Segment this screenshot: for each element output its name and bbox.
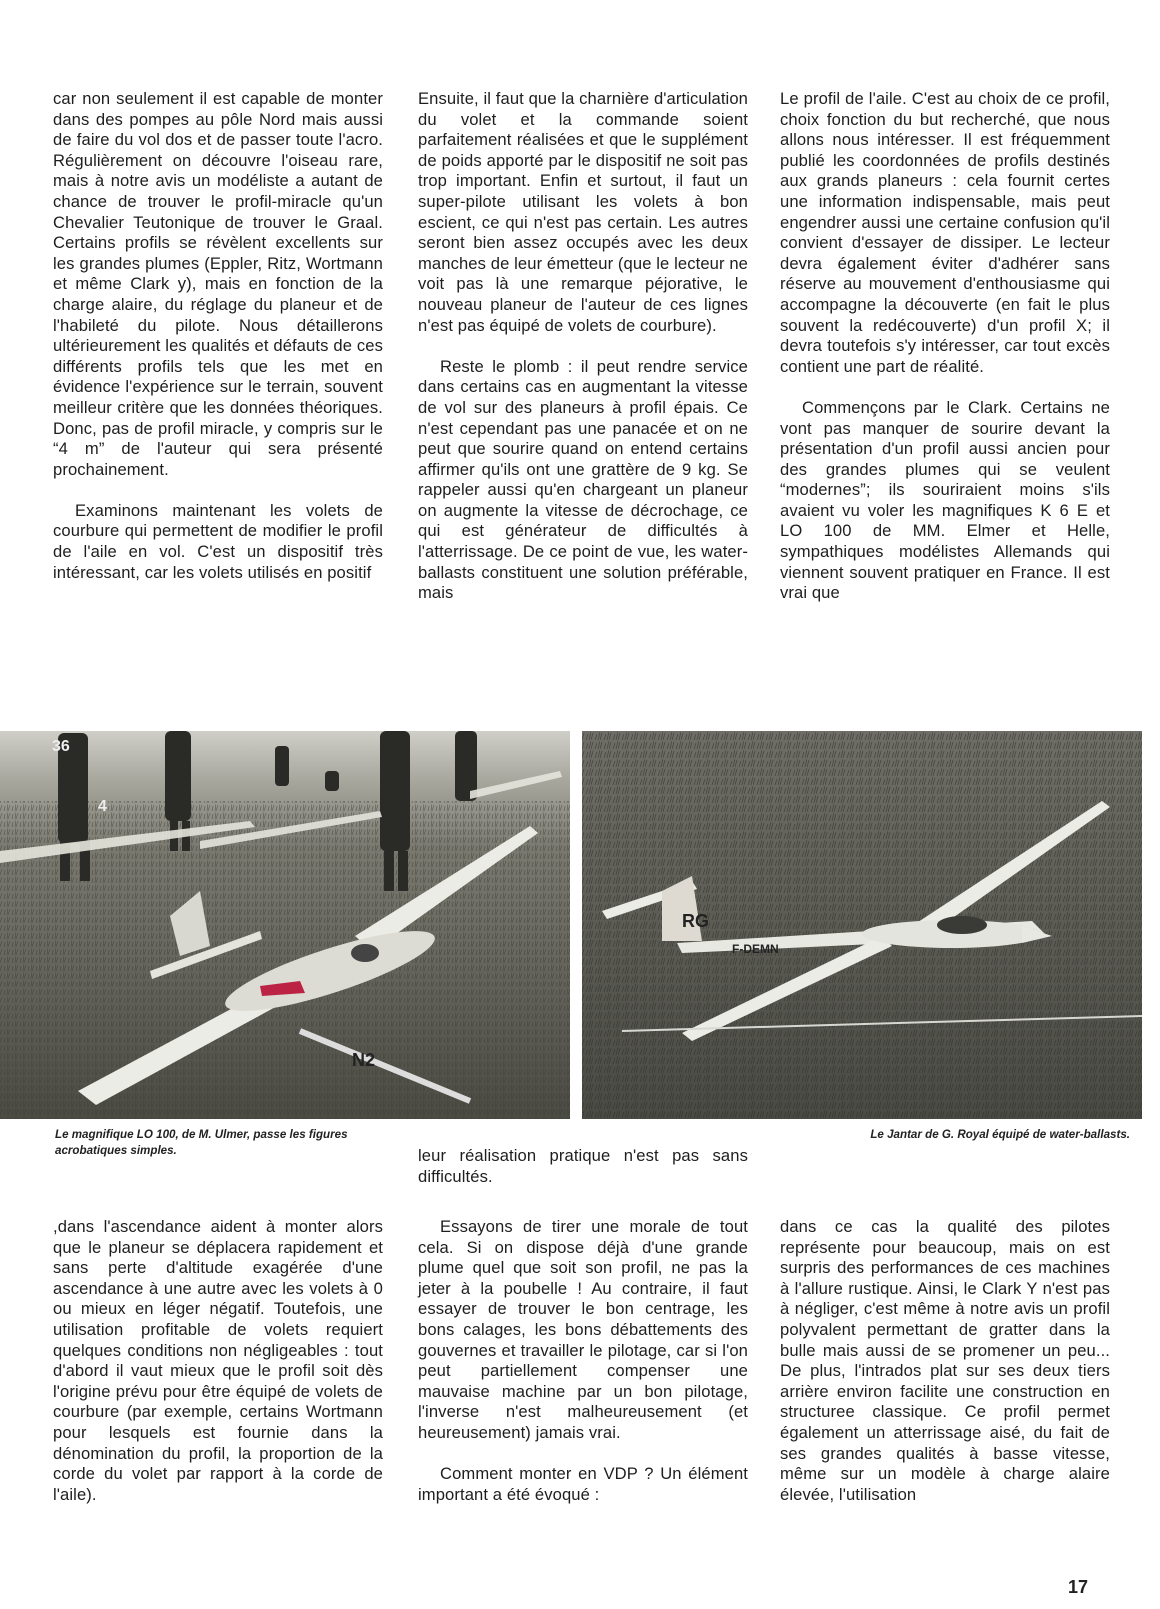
paragraph: Essayons de tirer une morale de tout cela. Si on dispose déjà d'une grande plume quel que soit son profil, ne pas la jeter à la poubelle ! Au contraire, il faut essayer de trouver le bon centrage, les bons calages, les bons débattements des gouvernes et travailler le pilotage, car si l'on peut partiellement compenser une mauvaise machine par un bon pilotage, l'inverse n'est malheureusement (et heureusement) jamais vrai. — [418, 1217, 748, 1442]
paragraph: ,dans l'ascendance aident à monter alors que le planeur se déplacera rapidement et sans perte d'altitude exagérée d'une ascendance à une autre avec les volets à 0 ou mieux en léger négatif. Toutefois, une utilisation profitable de volets requiert quelques conditions non négligeables : tout d'abord il vaut mieux que le profil soit dès l'origine prévu pour être équipé de volets de courbure (par exemple, certains Wortmann pour lesquels est fournie dans la dénomination du profil, la proportion de la corde du volet par rapport à la corde de l'aile). — [53, 1217, 383, 1504]
article-column-2-continuation — [418, 1146, 748, 1187]
paragraph: Examinons maintenant les volets de courbure qui permettent de modifier le profil de l'aile en vol. C'est un dispositif très intéressant, car les volets utilisés en positif — [53, 500, 383, 582]
photo-marking: RG — [682, 911, 709, 931]
paragraph: Comment monter en VDP ? Un élément important a été évoqué : — [418, 1464, 748, 1504]
glider-photo-illustration — [0, 731, 570, 1119]
paragraph: Reste le plomb : il peut rendre service dans certains cas en augmentant la vitesse de vol sur des planeurs à profil épais. Ce n'est cependant pas une panacée et on ne peut que sourire quand on entend certains affirmer qu'ils ont une grattère de 9 kg. Se rappeler aussi qu'en chargeant un planeur on augmente la vitesse de décrochage, ce qui est générateur de difficultés à l'atterrissage. De ce point de vue, les water-ballasts constituent une solution préférable, mais — [418, 356, 748, 603]
article-column-1 — [53, 89, 383, 583]
article-column-6 — [780, 1217, 1110, 1505]
glider-photo-illustration — [582, 731, 1142, 1119]
article-column-3 — [780, 89, 1110, 604]
paragraph: car non seulement il est capable de monter dans des pompes au pôle Nord mais aussi de faire du vol dos et de passer toute l'acro. Régulièrement on découvre l'oiseau rare, mais à notre avis un modéliste a autant de chance de trouver le profil-miracle qu'un Chevalier Teutonique de trouver le Graal. Certains profils se révèlent excellents sur les grandes plumes (Eppler, Ritz, Wortmann et même Clark y), mais en fonction de la charge alaire, du réglage du planeur et de l'habileté du pilote. Nous détaillerons ultérieurement les qualités et défauts de ces différents profils tels que les met en évidence l'expérience sur le terrain, souvent meilleur critère que les données théoriques. Donc, pas de profil miracle, y compris sur le “4 m” de l'auteur qui sera présenté prochainement. — [53, 89, 383, 479]
photo-caption-right: Le Jantar de G. Royal équipé de water-ballasts. — [870, 1128, 1130, 1141]
page-number: 17 — [1068, 1577, 1089, 1597]
photo-marking: F-DEMN — [732, 942, 779, 956]
article-column-2 — [418, 89, 748, 604]
paragraph: leur réalisation pratique n'est pas sans difficultés. — [418, 1146, 748, 1186]
photo-caption-left: Le magnifique LO 100, de M. Ulmer, passe les figures acrobatiques simples. — [55, 1128, 348, 1157]
photo-marking: 36 — [52, 738, 70, 755]
paragraph: Le profil de l'aile. C'est au choix de ce profil, choix fonction du but recherché, que nous allons nous intéresser. Il est fréquemment publié les coordonnées de profils destinés aux grands planeurs : cela fournit certes une information indispensable, mais peut engendrer aussi une certaine confusion qu'il convient d'essayer de dissiper. Le lecteur devra également éviter d'adhérer sans réserve au mouvement d'enthousiasme qui accompagne la découverte (en fait le plus souvent la redécouverte) d'un profil X; il devra toutefois s'y intéresser, car tout excès contient une part de réalité. — [780, 89, 1110, 376]
photo-lo100-glider — [0, 731, 570, 1119]
paragraph: Commençons par le Clark. Certains ne vont pas manquer de sourire devant la présentation d'un profil aussi ancien pour des grandes plumes qui se veulent “modernes”; ils souriraient moins s'ils avaient vu voler les magnifiques K 6 E et LO 100 de MM. Elmer et Helle, sympathiques modélistes Allemands qui viennent souvent pratiquer en France. Il est vrai que — [780, 397, 1110, 603]
article-column-4 — [53, 1217, 383, 1505]
paragraph: Ensuite, il faut que la charnière d'articulation du volet et la commande soient parfaitement réalisées et que le supplément de poids apporté par le dispositif ne soit pas trop important. Enfin et surtout, il faut un super-pilote utilisant les volets à bon escient, ce qui n'est pas certain. Les autres seront bien assez occupés avec les deux manches de leur émetteur (que le lecteur ne voit pas là une remarque péjorative, le nouveau planeur de l'auteur de ces lignes n'est pas équipé de volets de courbure). — [418, 89, 748, 335]
photo-marking: 4 — [98, 798, 107, 815]
paragraph: dans ce cas la qualité des pilotes représente pour beaucoup, mais on est surpris des performances de ces machines à l'allure rustique. Ainsi, le Clark Y n'est pas à négliger, c'est même à notre avis un profil polyvalent permettant de gratter dans la bulle mais aussi de se promener un peu... De plus, l'intrados plat sur ses deux tiers arrière environ facilite une construction en structuree classique. Ce profil permet également un atterrissage aisé, du fait de ses grandes qualités à basse vitesse, même sur un modèle à charge alaire élevée, l'utilisation — [780, 1217, 1110, 1504]
article-column-5 — [418, 1217, 748, 1505]
photo-marking: N2 — [352, 1050, 376, 1070]
photo-jantar-glider — [582, 731, 1142, 1119]
